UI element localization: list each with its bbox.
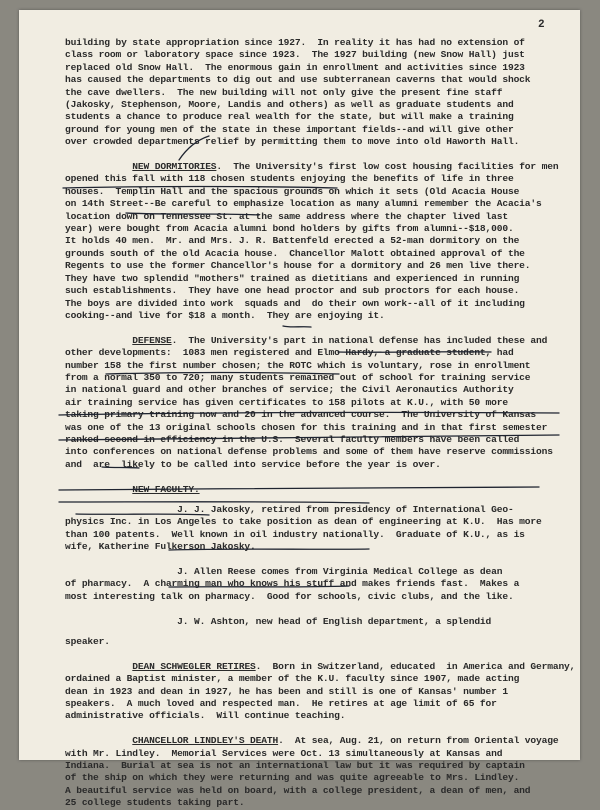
paragraph-jakosky — [65, 504, 565, 554]
text-line: grounds south of the old Acacia house. Chancellor Malott obtained approval of the — [65, 247, 525, 259]
text-line — [65, 735, 565, 747]
section-heading-faculty: NEW FACULTY. — [132, 483, 200, 495]
text-line: class room or laboratory space since 1923. The 1927 building (new Snow Hall) just — [65, 49, 525, 61]
text-line: dean in 1923 and dean in 1927, he has been and still is one of Kansas' number 1 — [65, 685, 508, 697]
paragraph-lindley — [65, 735, 565, 809]
text-line — [65, 660, 576, 673]
document-page — [19, 10, 580, 809]
text-line: number 158 the first number chosen; the ROTC which is voluntary, rose in enrollment — [65, 359, 531, 371]
text-line: wife, Katherine Fulkerson Jakosky. — [65, 541, 256, 553]
text-line: ordained a Baptist minister, a member of the K.U. faculty since 1907, made acting — [65, 673, 520, 685]
text-line: cooking--and live for $18 a month. They are enjoying it. — [65, 309, 385, 321]
text-line: Regents to use the former Chancellor's house for a dormitory and 26 men live there. — [65, 260, 531, 272]
text-line: with Mr. Lindley. Memorial Services were Oct. 13 simultaneously at Kansas and — [65, 747, 503, 759]
paragraph-new-dormitories — [65, 161, 565, 322]
text-run: . The University's part in national defense has included these and — [171, 334, 548, 346]
text-line: and are likely to be called into service before the year is over. — [65, 458, 441, 470]
text-line: than 100 patents. Well known in oil industry nationally. Graduate of K.U., as is — [65, 528, 525, 540]
text-line: Indiana. Burial at sea is not an international law but it was required by captain — [65, 760, 525, 772]
paragraph-reese — [65, 566, 565, 603]
text-line: J. Allen Reese comes from Virginia Medical College as dean — [65, 566, 503, 577]
text-run: . At sea, Aug. 21, on return from Oriental voyage — [278, 735, 559, 747]
paragraph-ashton — [65, 616, 565, 649]
text-line: in national guard and other branches of service; the Civil Aeronautics Authority — [65, 384, 514, 396]
section-heading-schwegler: DEAN SCHWEGLER RETIRES — [132, 660, 256, 672]
text-line: over crowded departments relief by permitting them to move into old Haworth Hall. — [65, 136, 520, 148]
text-line: from a normal 350 to 720; many students remained out of school for training service — [65, 371, 531, 383]
text-line: They have two splendid "mothers" trained as dietitians and experienced in running — [65, 272, 520, 284]
text-line: ground for young men of the state in these important fields--and will give other — [65, 123, 514, 135]
text-line: such establishments. They have one head proctor and sub proctors for each house. — [65, 285, 520, 297]
text-line: was one of the 13 original schools chosen for this training and in that first semester — [65, 421, 548, 433]
text-line: A beautiful service was held on board, with a college president, a dean of men, and — [65, 784, 531, 796]
text-line: speaker. — [65, 636, 110, 648]
text-line — [65, 161, 565, 173]
text-line: building by state appropriation since 1927. In reality it has had no extension of — [65, 37, 525, 48]
paragraph-snow-hall — [65, 37, 565, 149]
text-line: physics Inc. in Los Angeles to take position as dean of engineering at K.U. Has more — [65, 516, 542, 528]
text-line: year) were bought from Acacia alumni bond holders by gifts from alumni--$18,000. — [65, 223, 514, 235]
text-line: the cave dwellers. The new building will not only give the present fine staff — [65, 86, 503, 98]
text-line — [65, 484, 565, 496]
text-line: location down on Tennessee St. at the same address where the chapter lived last — [65, 210, 508, 222]
text-line: ranked second in efficiency in the U.S. Several faculty members have been called — [65, 433, 520, 445]
text-line: into conferences on national defense problems and some of them have reserve commissions — [65, 446, 553, 458]
text-line: (Jakosky, Stephenson, Moore, Landis and others) as well as graduate students and — [65, 99, 514, 111]
text-line: J. J. Jakosky, retired from presidency of International Geo- — [65, 503, 514, 515]
text-line: administrative officials. Will continue teaching. — [65, 710, 346, 722]
text-line: 25 college students taking part. — [65, 797, 245, 809]
text-line: has caused the departments to dig out and use subterranean caverns that would shock — [65, 74, 531, 86]
text-line: speakers. A much loved and respected man. He retires at age limit of 65 for — [65, 698, 497, 710]
text-line: replaced old Snow Hall. The enormous gain in enrollment and activities since 1923 — [65, 61, 525, 73]
text-line: The boys are divided into work squads and do their own work--all of it including — [65, 297, 525, 309]
text-line — [65, 335, 565, 347]
paragraph-defense — [65, 335, 565, 471]
text-line: J. W. Ashton, new head of English department, a splendid — [65, 615, 492, 627]
section-heading-lindley: CHANCELLOR LINDLEY'S DEATH — [132, 735, 279, 747]
text-line: of the ship on which they were returning and was quite agreeable to Mrs. Lindley. — [65, 772, 520, 784]
text-run: . Born in Switzerland, educated in America and Germany, — [255, 660, 576, 672]
text-line: opened this fall with 118 chosen students enjoying the benefits of life in three — [65, 173, 514, 185]
text-line: It holds 40 men. Mr. and Mrs. J. R. Battenfeld erected a 52-man dormitory on the — [65, 235, 520, 247]
section-heading-defense: DEFENSE — [132, 334, 172, 346]
text-line: of pharmacy. A charming man who knows his stuff and makes friends fast. Makes a — [65, 578, 520, 590]
text-line: taking primary training now and 20 in the advanced course. The University of Kansas — [65, 409, 537, 421]
section-heading-dormitories: NEW DORMITORIES — [132, 161, 217, 173]
text-run: . The University's first low cost housing facilities for men — [216, 161, 559, 173]
text-line: houses. Templin Hall and the spacious grounds on which it sets (Old Acacia House — [65, 185, 520, 197]
text-line: other developments: 1083 men registered and Elmo Hardy, a graduate student, had — [65, 347, 514, 359]
page-number: 2 — [538, 19, 545, 31]
text-line: air training service has given certificates to 158 pilots at K.U., with 50 more — [65, 396, 508, 408]
document-body — [65, 37, 576, 810]
text-line: students a chance to produce real wealth for the state, but will make a training — [65, 111, 514, 123]
paragraph-schwegler — [65, 660, 576, 723]
text-line: on 14th Street--Be careful to emphasize location as many alumni remember the Acacia's — [65, 198, 542, 210]
text-line: most interesting talk on pharmacy. Good for schools, civic clubs, and the like. — [65, 590, 514, 602]
